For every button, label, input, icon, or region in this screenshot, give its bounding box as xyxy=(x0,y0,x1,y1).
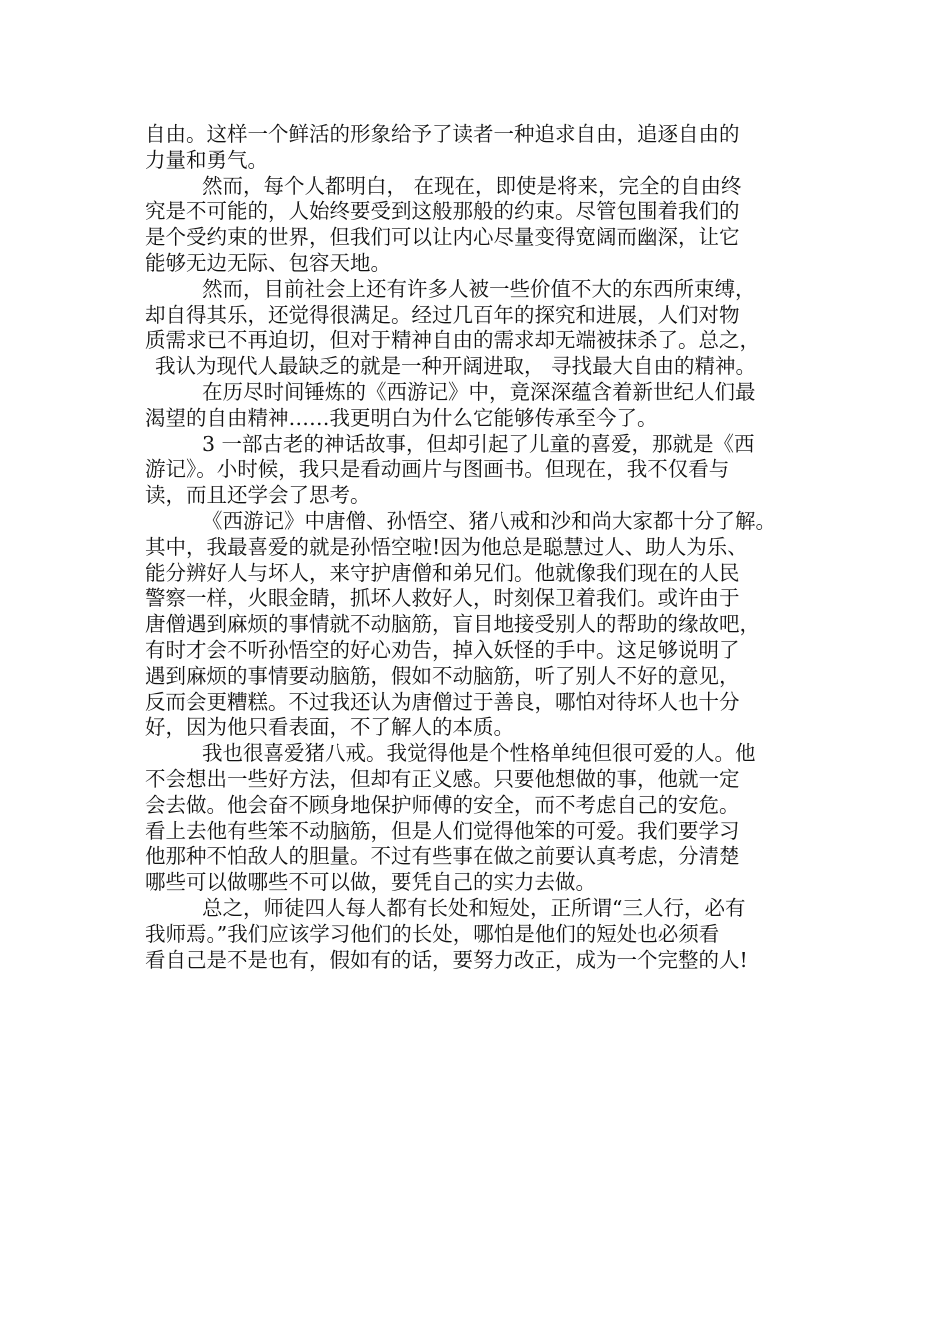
paragraph-first-line: 在历尽时间锤炼的《西游记》中，竟深深蕴含着新世纪人们最 xyxy=(202,379,756,404)
paragraph-first-line: 然而，每个人都明白， 在现在，即使是将来，完全的自由终 xyxy=(202,173,742,198)
text-line: 唐僧遇到麻烦的事情就不动脑筋，盲目地接受别人的帮助的缘故吧， xyxy=(145,612,760,637)
text-line: 有时才会不听孙悟空的好心劝告，掉入妖怪的手中。这足够说明了 xyxy=(145,637,740,662)
paragraph-first-line: 我也很喜爱猪八戒。我觉得他是个性格单纯但很可爱的人。他 xyxy=(202,741,756,766)
text-line: 会去做。他会奋不顾身地保护师傅的安全，而不考虑自己的安危。 xyxy=(145,792,740,817)
text-line: 读，而且还学会了思考。 xyxy=(145,483,371,508)
text-line: 不会想出一些好方法，但却有正义感。只要他想做的事，他就一定 xyxy=(145,766,740,791)
text-line: 自由。这样一个鲜活的形象给予了读者一种追求自由，追逐自由的 xyxy=(145,122,740,146)
text-line: 好，因为他只看表面，不了解人的本质。 xyxy=(145,715,514,740)
text-line: 能够无边无际、包容天地。 xyxy=(145,250,391,275)
document-body xyxy=(145,122,825,973)
text-line: 能分辨好人与坏人，来守护唐僧和弟兄们。他就像我们现在的人民 xyxy=(145,560,740,585)
text-line: 游记》。小时候，我只是看动画片与图画书。但现在，我不仅看与 xyxy=(145,457,730,482)
text-line: 我认为现代人最缺乏的就是一种开阔进取， 寻找最大自由的精神。 xyxy=(155,354,757,379)
text-line: 究是不可能的，人始终要受到这般那般的约束。尽管包围着我们的 xyxy=(145,199,740,224)
paragraph-first-line: 《西游记》中唐僧、孙悟空、猪八戒和沙和尚大家都十分了解。 xyxy=(202,508,776,533)
text-line: 警察一样，火眼金睛，抓坏人救好人，时刻保卫着我们。或许由于 xyxy=(145,586,740,611)
text-line: 他那种不怕敌人的胆量。不过有些事在做之前要认真考虑，分清楚 xyxy=(145,844,740,869)
text-line: 质需求已不再迫切，但对于精神自由的需求却无端被抹杀了。总之， xyxy=(145,328,760,353)
text-line: 渴望的自由精神……我更明白为什么它能够传承至今了。 xyxy=(145,405,658,430)
text-line: 看自己是不是也有，假如有的话，要努力改正，成为一个完整的人! xyxy=(145,947,748,972)
text-line: 看上去他有些笨不动脑筋，但是人们觉得他笨的可爱。我们要学习 xyxy=(145,818,740,843)
text-line: 是个受约束的世界，但我们可以让内心尽量变得宽阔而幽深，让它 xyxy=(145,225,740,250)
text-line: 我师焉。”我们应该学习他们的长处，哪怕是他们的短处也必须看 xyxy=(145,921,720,946)
text-line: 哪些可以做哪些不可以做，要凭自己的实力去做。 xyxy=(145,870,596,895)
text-line: 却自得其乐，还觉得很满足。经过几百年的探究和进展，人们对物 xyxy=(145,302,740,327)
text-line: 遇到麻烦的事情要动脑筋，假如不动脑筋，听了别人不好的意见， xyxy=(145,663,740,688)
paragraph-first-line: 然而，目前社会上还有许多人被一些价值不大的东西所束缚， xyxy=(202,276,756,301)
text-line: 反而会更糟糕。不过我还认为唐僧过于善良，哪怕对待坏人也十分 xyxy=(145,689,740,714)
paragraph-first-line: 总之，师徒四人每人都有长处和短处，正所谓“三人行，必有 xyxy=(202,895,746,920)
text-line: 其中，我最喜爱的就是孙悟空啦!因为他总是聪慧过人、助人为乐、 xyxy=(145,534,748,559)
text-line: 力量和勇气。 xyxy=(145,147,268,172)
paragraph-first-line: 3 一部古老的神话故事，但却引起了儿童的喜爱，那就是《西 xyxy=(202,431,755,456)
